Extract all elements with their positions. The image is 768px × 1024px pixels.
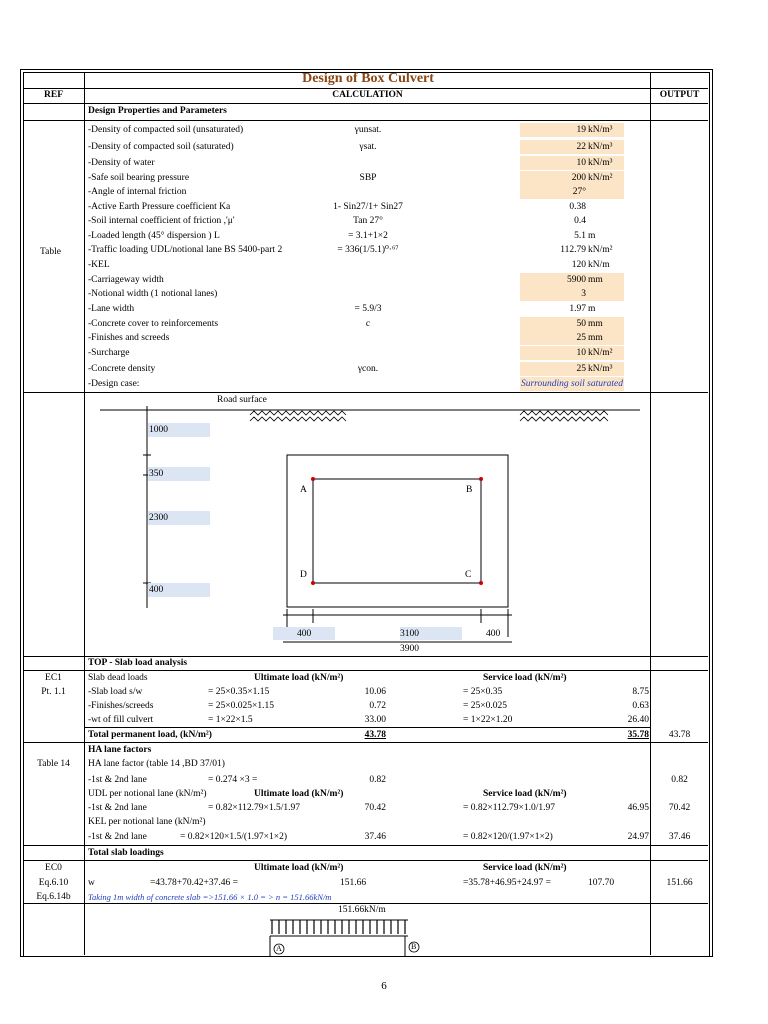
total-ultimate-value: 151.66 — [340, 878, 367, 888]
ref-ec1: EC1 — [45, 673, 62, 683]
section-heading-top-slab: TOP - Slab load analysis — [88, 658, 188, 668]
ultimate-load-header-3: Ultimate load (kN/m²) — [254, 863, 344, 873]
dim-right-wall: 400 — [486, 629, 501, 639]
culvert-drawing — [85, 393, 650, 656]
ref-eq614b: Eq.6.14b — [36, 892, 71, 902]
service-load-header-3: Service load (kN/m²) — [483, 863, 567, 873]
udl-ultimate-value: 70.42 — [364, 803, 386, 813]
param-formula: = 3.1+1×2 — [348, 231, 388, 241]
kel-row-label: -1st & 2nd lane — [88, 832, 147, 842]
ref-ec0: EC0 — [45, 863, 62, 873]
row-divider — [23, 742, 708, 743]
corner-label-b: B — [466, 485, 473, 495]
param-label: -Surcharge — [88, 348, 130, 358]
row-divider — [23, 860, 708, 861]
udl-service-value: 46.95 — [627, 803, 649, 813]
road-surface-label: Road surface — [217, 395, 267, 405]
top-slab-cell-uf: = 1×22×1.5 — [208, 715, 253, 725]
top-slab-cell-uv: 33.00 — [364, 715, 386, 725]
ref-eq610: Eq.6.10 — [38, 878, 69, 888]
total-ultimate-formula: =43.78+70.42+37.46 = — [150, 878, 238, 888]
dim-clear-span: 3100 — [400, 629, 419, 639]
dim-top-slab: 350 — [149, 469, 164, 479]
param-label: -Active Earth Pressure coefficient Ka — [88, 202, 231, 212]
param-label: -KEL — [88, 260, 110, 270]
kel-service-formula: = 0.82×120/(1.97×1×2) — [463, 832, 553, 842]
output-kel: 37.46 — [668, 832, 691, 842]
top-slab-cell-uf: = 25×0.025×1.15 — [208, 701, 274, 711]
total-service-formula: =35.78+46.95+24.97 = — [463, 878, 551, 888]
param-value: 50 — [576, 319, 586, 329]
dim-clear-height: 2300 — [149, 513, 168, 523]
param-value: 1.97 — [569, 304, 586, 314]
ref-table: Table — [40, 247, 61, 257]
param-value: 0.4 — [574, 216, 586, 226]
ref-table14: Table 14 — [37, 759, 70, 769]
param-formula: γsat. — [359, 142, 377, 152]
param-value: 120 — [571, 260, 586, 270]
param-unit: kN/m² — [588, 348, 613, 358]
output-total-slab: 151.66 — [666, 878, 693, 888]
top-slab-cell-uv: 10.06 — [364, 687, 386, 697]
section-heading-total-slab: Total slab loadings — [88, 848, 164, 858]
corner-label-c: C — [465, 570, 472, 580]
page-number: 6 — [381, 980, 387, 992]
total-permanent-service: 35.78 — [627, 730, 649, 740]
param-label: -Concrete cover to reinforcements — [88, 319, 219, 329]
param-unit: kN/m³ — [588, 142, 613, 152]
udl-ultimate-formula: = 0.82×112.79×1.5/1.97 — [208, 803, 300, 813]
param-value: 3 — [581, 289, 586, 299]
param-unit: kN/m — [588, 260, 610, 270]
row-divider — [23, 670, 708, 671]
param-unit: m — [588, 231, 596, 241]
total-permanent-ultimate: 43.78 — [364, 730, 386, 740]
ha-lane-formula: = 0.274 ×3 = — [208, 775, 258, 785]
header-output: OUTPUT — [659, 90, 700, 100]
kel-label: KEL per notional lane (kN/m²) — [88, 817, 206, 827]
ultimate-load-header: Ultimate load (kN/m²) — [254, 673, 344, 683]
param-value: 22 — [576, 142, 586, 152]
param-unit: kN/m² — [588, 245, 613, 255]
dim-left-wall: 400 — [297, 629, 312, 639]
param-unit: kN/m³ — [588, 158, 613, 168]
dim-fill-depth: 1000 — [149, 425, 168, 435]
param-formula: Tan 27° — [353, 216, 383, 226]
corner-label-d: D — [300, 570, 307, 580]
top-slab-cell-sv: 26.40 — [627, 715, 649, 725]
param-label: -Soil internal coefficient of friction ,'μ' — [88, 216, 235, 226]
param-label: -Loaded length (45° dispersion ) L — [88, 231, 220, 241]
param-value: 27° — [572, 187, 586, 197]
param-value: 5.1 — [574, 231, 586, 241]
ha-lane-value: 0.82 — [369, 775, 386, 785]
param-formula: 1- Sin27/1+ Sin27 — [333, 202, 403, 212]
param-value: 10 — [576, 348, 586, 358]
output-udl: 70.42 — [668, 803, 691, 813]
param-formula: γcon. — [357, 364, 379, 374]
param-unit: mm — [588, 319, 603, 329]
header-calculation: CALCULATION — [332, 90, 403, 100]
param-label: -Finishes and screeds — [88, 333, 170, 343]
row-divider — [85, 727, 650, 728]
param-formula: γunsat. — [354, 125, 382, 135]
param-unit: m — [588, 304, 596, 314]
param-unit: kN/m³ — [588, 364, 613, 374]
kel-ultimate-value: 37.46 — [364, 832, 386, 842]
udl-row-label: -1st & 2nd lane — [88, 803, 147, 813]
ultimate-load-header-2: Ultimate load (kN/m²) — [254, 789, 344, 799]
top-slab-cell-label: -wt of fill culvert — [88, 715, 154, 725]
top-slab-cell-uv: 0.72 — [369, 701, 386, 711]
param-formula: = 5.9/3 — [354, 304, 382, 314]
param-value: Surrounding soil saturated — [520, 379, 624, 389]
param-label: -Safe soil bearing pressure — [88, 173, 190, 183]
param-label: -Traffic loading UDL/notional lane BS 5400-part 2 — [88, 245, 283, 255]
top-slab-cell-sf: = 25×0.025 — [463, 701, 507, 711]
udl-service-formula: = 0.82×112.79×1.0/1.97 — [463, 803, 555, 813]
param-label: -Notional width (1 notional lanes) — [88, 289, 218, 299]
section-heading-properties: Design Properties and Parameters — [88, 106, 227, 116]
top-slab-cell-label: -Finishes/screeds — [88, 701, 154, 711]
slab-dead-loads-label: Slab dead loads — [88, 673, 148, 683]
param-formula: c — [365, 319, 371, 329]
culvert-diagram — [85, 393, 650, 656]
dim-total-width: 3900 — [400, 644, 419, 654]
param-label: -Lane width — [88, 304, 135, 314]
top-slab-cell-sv: 0.63 — [632, 701, 649, 711]
header-ref: REF — [44, 90, 63, 100]
dim-bottom-slab: 400 — [149, 585, 164, 595]
row-divider — [23, 120, 708, 121]
param-formula: SBP — [359, 173, 377, 183]
param-label: -Density of compacted soil (unsaturated) — [88, 125, 244, 135]
section-heading-ha-lane: HA lane factors — [88, 745, 152, 755]
param-label: -Density of compacted soil (saturated) — [88, 142, 234, 152]
row-divider — [23, 103, 708, 104]
param-value: 0.38 — [569, 202, 586, 212]
top-slab-cell-sf: = 25×0.35 — [463, 687, 503, 697]
param-value: 200 — [571, 173, 586, 183]
col-line-output — [650, 72, 651, 955]
param-value: 5900 — [567, 275, 586, 285]
service-load-header-2: Service load (kN/m²) — [483, 789, 567, 799]
param-unit: mm — [588, 275, 603, 285]
slab-width-note: Taking 1m width of concrete slab =>151.66 × 1.0 = > n = 151.66kN/m — [88, 892, 332, 902]
param-formula: = 336(1/5.1)⁰·⁶⁷ — [337, 245, 399, 255]
beam-loading-diagram — [262, 914, 422, 956]
param-value: 10 — [576, 158, 586, 168]
param-unit: kN/m² — [588, 173, 613, 183]
w-symbol: w — [88, 878, 95, 888]
beam-load-label: 151.66kN/m — [338, 905, 386, 915]
param-label: -Angle of internal friction — [88, 187, 187, 197]
kel-ultimate-formula: = 0.82×120×1.5/(1.97×1×2) — [180, 832, 288, 842]
total-permanent-label: Total permanent load, (kN/m²) — [88, 730, 212, 740]
top-slab-cell-sf: = 1×22×1.20 — [463, 715, 513, 725]
param-value: 25 — [576, 364, 586, 374]
corner-label-a: A — [300, 485, 307, 495]
param-value: 19 — [576, 125, 586, 135]
param-value: 25 — [576, 333, 586, 343]
top-slab-cell-sv: 8.75 — [632, 687, 649, 697]
param-label: -Concrete density — [88, 364, 156, 374]
param-label: -Density of water — [88, 158, 155, 168]
udl-label: UDL per notional lane (kN/m²) — [88, 789, 207, 799]
output-ha-lane: 0.82 — [671, 775, 688, 785]
param-value: 112.79 — [560, 245, 586, 255]
ref-pt11: Pt. 1.1 — [41, 687, 66, 697]
service-load-header: Service load (kN/m²) — [483, 673, 567, 683]
ha-lane-row-label: -1st & 2nd lane — [88, 775, 147, 785]
param-unit: kN/m³ — [588, 125, 613, 135]
output-total-permanent: 43.78 — [668, 730, 691, 740]
ha-lane-factor-label: HA lane factor (table 14 ,BD 37/01) — [88, 759, 225, 769]
total-service-value: 107.70 — [588, 878, 615, 888]
kel-service-value: 24.97 — [627, 832, 649, 842]
param-label: -Carriageway width — [88, 275, 164, 285]
page-title: Design of Box Culvert — [302, 71, 434, 86]
row-divider — [23, 845, 708, 846]
param-label: -Design case: — [88, 379, 140, 389]
top-slab-cell-label: -Slab load s/w — [88, 687, 143, 697]
top-slab-cell-uf: = 25×0.35×1.15 — [208, 687, 270, 697]
support-a-label: A — [276, 944, 282, 953]
support-b-label: B — [411, 942, 417, 951]
param-unit: mm — [588, 333, 603, 343]
